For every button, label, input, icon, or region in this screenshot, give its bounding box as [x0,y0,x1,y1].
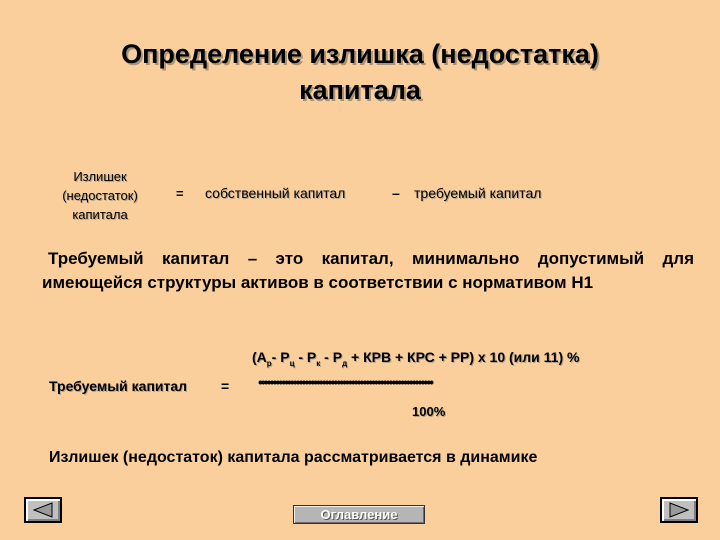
definition-left-line-1: Излишек [73,169,127,184]
formula-rk: - Р [294,349,317,365]
formula-label: Требуемый капитал [49,378,188,394]
arrow-left-icon [32,502,54,518]
formula-rd: - Р [320,349,343,365]
next-slide-button[interactable] [660,497,698,523]
arrow-right-icon [668,502,690,518]
title-line-2: капитала [299,75,421,105]
definition-equals: = [176,186,184,201]
definition-own-capital: собственный капитал [205,185,346,201]
definition-left-term [40,167,160,224]
formula-open: (А [252,349,267,365]
formula-equals: = [221,378,230,394]
definition-required-capital: требуемый капитал [414,185,542,201]
table-of-contents-button[interactable]: Оглавление [293,505,425,524]
slide-title [0,36,720,108]
formula-sub-c: ц [289,358,295,368]
title-line-1: Определение излишка (недостатка) [121,39,599,69]
formula-fraction-line: •••••••••••••••••••••••••••••••••••••••••••••••••••••••••••• [258,374,433,390]
required-capital-paragraph: Требуемый капитал – это капитал, минимально допустимый для имеющейся структуры активов в соответствии с нормативом Н1 [42,249,694,292]
formula-denominator: 100% [412,404,446,419]
formula-numerator [252,349,579,368]
definition-left-line-3: капитала [72,207,128,222]
previous-slide-button[interactable] [24,497,62,523]
formula-sub-d: д [342,358,348,368]
dynamics-statement: Излишек (недостаток) капитала рассматривается в динамике [49,449,538,466]
definition-minus: – [392,185,400,201]
definition-left-line-2: (недостаток) [62,188,138,203]
formula-rest: + КРВ + КРС + РР) х 10 (или 11) % [347,349,580,365]
formula-sub-r: р [266,358,272,368]
formula-rc: - Р [271,349,290,365]
formula-sub-k: к [316,358,321,368]
